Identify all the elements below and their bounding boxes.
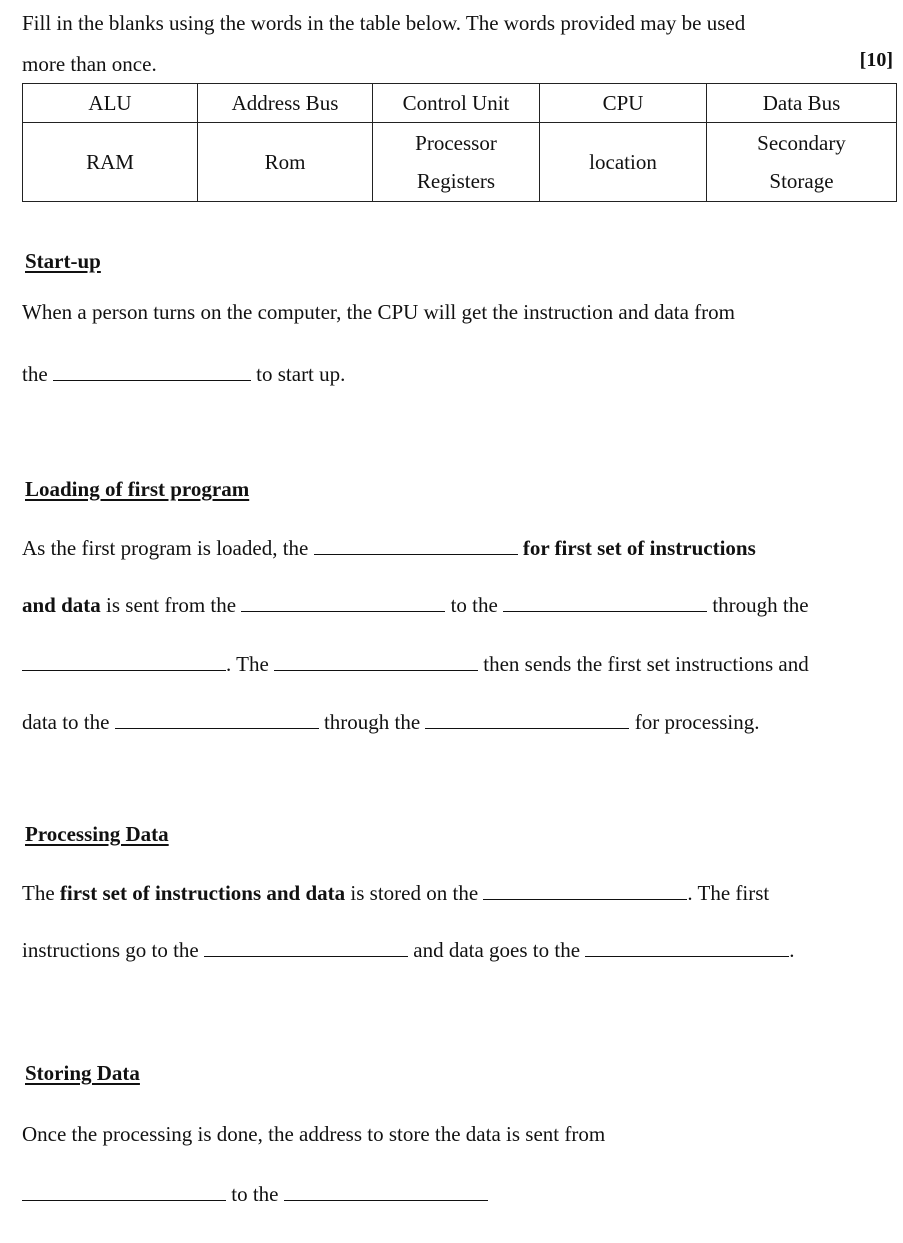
word-processor-registers-line-1: Processor: [415, 131, 497, 155]
startup-line-2: [22, 361, 345, 387]
word-processor-registers-line-2: Registers: [416, 169, 496, 193]
text-segment: data to the: [22, 710, 110, 734]
section-heading-startup: Start-up: [25, 249, 101, 273]
instructions-line-1: Fill in the blanks using the words in the table below. The words provided may be used: [22, 11, 746, 35]
blank-field-10[interactable]: [204, 938, 408, 957]
word-bank-row: [23, 84, 897, 123]
text-segment: The: [22, 881, 55, 905]
word-alu: ALU: [23, 84, 198, 123]
text-segment: then sends the first set instructions and: [483, 652, 809, 676]
processing-line-2: [22, 937, 795, 963]
blank-field-4[interactable]: [503, 593, 707, 612]
text-segment: to the: [450, 593, 498, 617]
word-address-bus: Address Bus: [198, 84, 373, 123]
loading-line-1: [22, 535, 756, 561]
text-segment: for first set of instructions: [522, 536, 756, 560]
text-segment: . The: [226, 652, 269, 676]
storing-line-2: [22, 1181, 488, 1207]
loading-line-2: [22, 592, 809, 618]
section-heading-processing: Processing Data: [25, 822, 169, 846]
blank-field-3[interactable]: [241, 593, 445, 612]
word-secondary-storage-line-1: Secondary: [757, 131, 846, 155]
blank-field-5[interactable]: [22, 652, 226, 671]
blank-field-7[interactable]: [115, 710, 319, 729]
text-segment: through the: [712, 593, 809, 617]
blank-field-12[interactable]: [22, 1182, 226, 1201]
text-segment: instructions go to the: [22, 938, 199, 962]
section-heading-loading: Loading of first program: [25, 477, 250, 501]
word-ram: RAM: [23, 123, 198, 202]
loading-line-4: [22, 709, 760, 735]
word-rom: Rom: [198, 123, 373, 202]
word-processor-registers: [373, 123, 540, 202]
startup-line-1: When a person turns on the computer, the CPU will get the instruction and data from: [22, 300, 735, 324]
blank-field-9[interactable]: [483, 881, 687, 900]
text-segment: and data: [22, 593, 101, 617]
instructions-line-2: more than once.: [22, 52, 157, 76]
storing-line-1: Once the processing is done, the address to store the data is sent from: [22, 1122, 606, 1146]
text-segment: first set of instructions and data: [59, 881, 346, 905]
text-segment: to the: [231, 1182, 279, 1206]
word-location: location: [540, 123, 707, 202]
text-segment: and data goes to the: [413, 938, 581, 962]
text-segment: is stored on the: [350, 881, 479, 905]
text-segment: to start up.: [256, 362, 346, 386]
blank-field-13[interactable]: [284, 1182, 488, 1201]
word-bank-table: [22, 83, 897, 202]
section-heading-storing: Storing Data: [25, 1061, 140, 1085]
word-secondary-storage-line-2: Storage: [769, 169, 834, 193]
word-data-bus: Data Bus: [707, 84, 897, 123]
word-bank-row: [23, 123, 897, 202]
text-segment: the: [22, 362, 48, 386]
loading-line-3: [22, 651, 809, 677]
text-segment: for processing.: [634, 710, 760, 734]
text-segment: As the first program is loaded, the: [22, 536, 309, 560]
marks-label: [10]: [859, 49, 893, 71]
text-segment: through the: [323, 710, 421, 734]
blank-field-11[interactable]: [585, 938, 789, 957]
processing-line-1: [22, 880, 769, 906]
text-segment: is sent from the: [106, 593, 237, 617]
word-secondary-storage: [707, 123, 897, 202]
word-cpu: CPU: [540, 84, 707, 123]
text-segment: .: [789, 938, 795, 962]
blank-field-8[interactable]: [425, 710, 629, 729]
blank-field-6[interactable]: [274, 652, 478, 671]
text-segment: . The first: [687, 881, 770, 905]
blank-field-2[interactable]: [314, 536, 518, 555]
word-control-unit: Control Unit: [373, 84, 540, 123]
blank-field-1[interactable]: [53, 362, 251, 381]
